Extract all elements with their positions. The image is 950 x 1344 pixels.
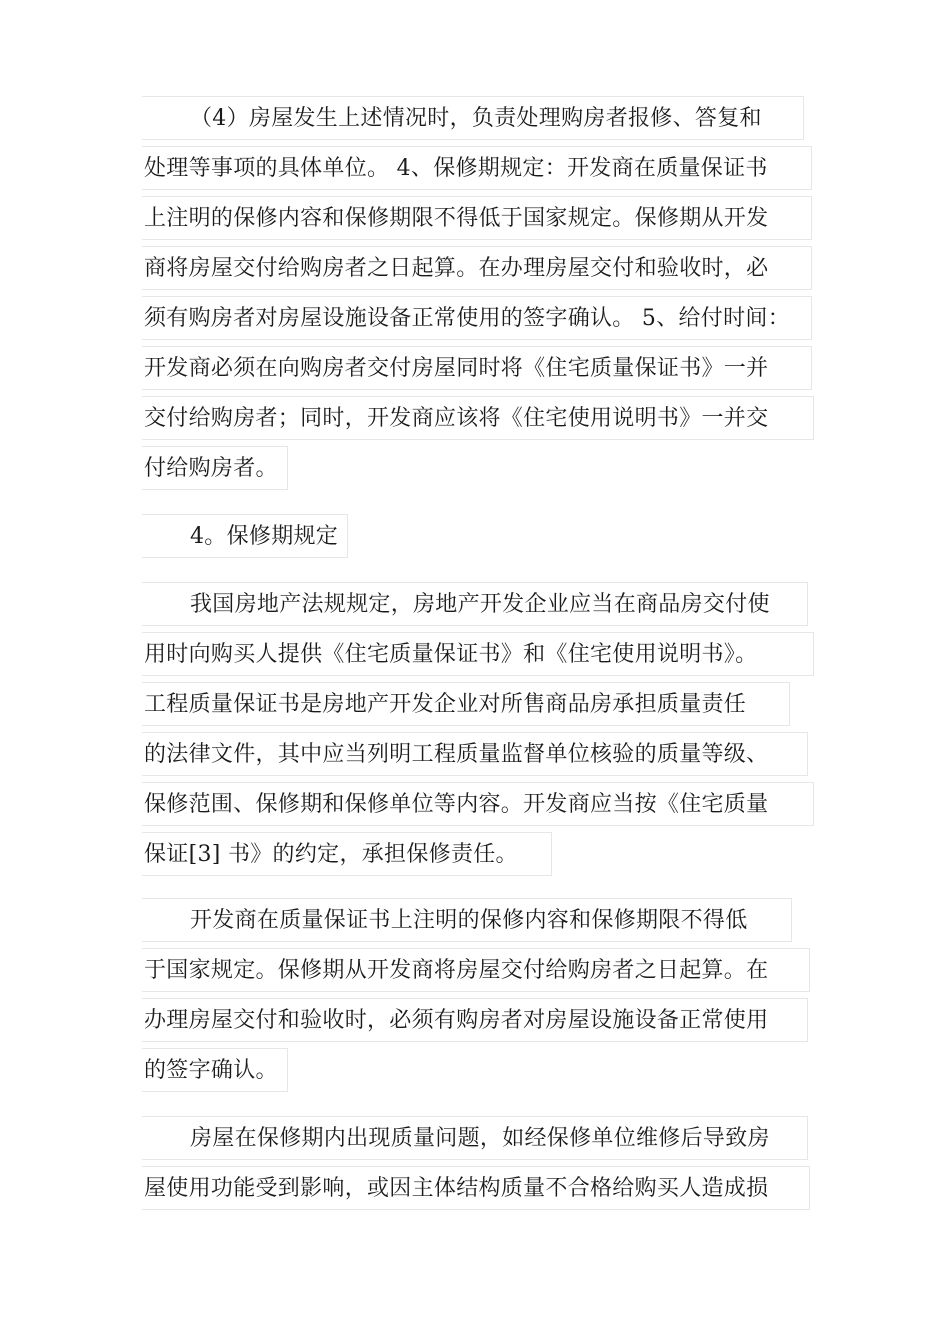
text-line: 办理房屋交付和验收时，必须有购房者对房屋设施设备正常使用 [142, 998, 808, 1042]
text-line: 用时向购买人提供《住宅质量保证书》和《住宅使用说明书》。 [142, 632, 814, 676]
text-line: （4）房屋发生上述情况时，负责处理购房者报修、答复和 [142, 96, 804, 140]
text-line: 我国房地产法规规定，房地产开发企业应当在商品房交付使 [142, 582, 808, 626]
text-line: 商将房屋交付给购房者之日起算。在办理房屋交付和验收时，必 [142, 246, 812, 290]
text-line: 保修范围、保修期和保修单位等内容。开发商应当按《住宅质量 [142, 782, 814, 826]
text-line: 屋使用功能受到影响，或因主体结构质量不合格给购买人造成损 [142, 1166, 810, 1210]
text-line: 于国家规定。保修期从开发商将房屋交付给购房者之日起算。在 [142, 948, 810, 992]
text-line: 开发商在质量保证书上注明的保修内容和保修期限不得低 [142, 898, 792, 942]
section-heading: 4。保修期规定 [142, 514, 348, 558]
text-line: 交付给购房者；同时，开发商应该将《住宅使用说明书》一并交 [142, 396, 814, 440]
text-line: 上注明的保修内容和保修期限不得低于国家规定。保修期从开发 [142, 196, 812, 240]
text-line: 工程质量保证书是房地产开发企业对所售商品房承担质量责任 [142, 682, 790, 726]
text-line: 房屋在保修期内出现质量问题，如经保修单位维修后导致房 [142, 1116, 808, 1160]
text-line: 的签字确认。 [142, 1048, 288, 1092]
text-line: 开发商必须在向购房者交付房屋同时将《住宅质量保证书》一并 [142, 346, 812, 390]
text-line: 处理等事项的具体单位。 4、保修期规定：开发商在质量保证书 [142, 146, 812, 190]
text-line: 保证[3] 书》的约定，承担保修责任。 [142, 832, 552, 876]
text-line: 须有购房者对房屋设施设备正常使用的签字确认。 5、给付时间： [142, 296, 812, 340]
text-line: 付给购房者。 [142, 446, 288, 490]
text-line: 的法律文件，其中应当列明工程质量监督单位核验的质量等级、 [142, 732, 808, 776]
